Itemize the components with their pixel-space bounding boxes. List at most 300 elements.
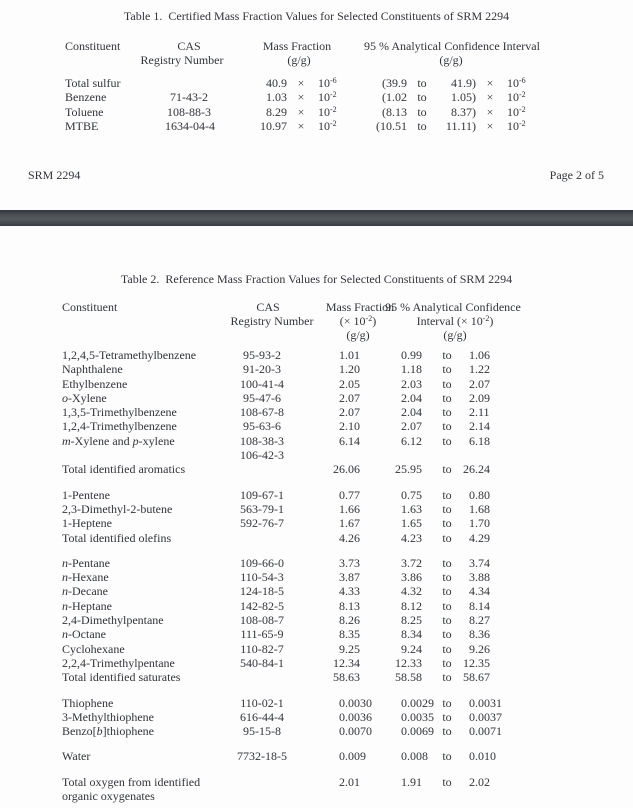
to-label: to: [442, 655, 452, 670]
mass-fraction-frac: .63: [345, 670, 360, 685]
mass-fraction-frac: .67: [345, 516, 360, 531]
to-label: to: [442, 627, 452, 642]
ci-low-cell: (8.13: [382, 104, 407, 119]
cas-cell: 1634-04-4: [165, 118, 215, 133]
ci-high-cell: 8.37): [451, 104, 476, 119]
ci-high-int: 8: [469, 613, 475, 628]
ci-high-int: 4: [469, 584, 475, 599]
cas-cell: 110-82-7: [240, 641, 284, 656]
ci-high-int: 2: [469, 376, 475, 391]
ci-low-frac: .72: [407, 555, 422, 570]
table2-title: Table 2. Reference Mass Fraction Values for Selected Constituents of SRM 2294: [120, 272, 513, 286]
mass-fraction-int: 8: [339, 598, 345, 613]
constituent-cell: MTBE: [65, 118, 99, 133]
ci-low-frac: .04: [407, 390, 422, 405]
power-of-ten: $10^{-2}$: [507, 90, 526, 105]
cas-cell: [234, 670, 290, 684]
ci-low-int: 0: [401, 709, 407, 724]
ci-high-int: 1: [469, 516, 475, 531]
mass-fraction-frac: .77: [345, 487, 360, 502]
cas-cell: 110-54-3: [240, 570, 284, 585]
constituent-cell: n-Octane: [62, 627, 106, 642]
to-label: to: [442, 530, 452, 545]
to-label: to: [442, 774, 452, 789]
ci-low-frac: .23: [407, 530, 422, 545]
ci-low-int: 2: [401, 419, 407, 434]
table2-group: [0, 749, 633, 763]
constituent-cell: Total identified aromatics: [62, 462, 186, 477]
mass-fraction-int: 3: [339, 555, 345, 570]
to-label: to: [417, 90, 427, 105]
table2-body: [0, 348, 633, 803]
mass-fraction-int: 2: [339, 376, 345, 391]
table2-row: [0, 377, 633, 391]
power-of-ten: $10^{-6}$: [507, 76, 526, 90]
mass-fraction-frac: .0036: [345, 709, 372, 724]
mass-fraction-frac: .05: [345, 376, 360, 391]
cas-cell: 109-67-1: [240, 487, 284, 502]
ci-high-frac: .68: [475, 501, 490, 516]
cas-cell: 95-63-6: [243, 419, 281, 434]
ci-low-int: 1: [401, 774, 407, 789]
table1-header-mass-fraction-units: (g/g): [287, 53, 311, 67]
table1-row: [0, 76, 633, 90]
mass-fraction-frac: .73: [345, 555, 360, 570]
table2-header: [0, 300, 633, 342]
ci-high-frac: .88: [475, 570, 490, 585]
page-2-fragment: [0, 0, 633, 210]
ci-low-frac: .99: [407, 348, 422, 362]
times-sign: ×: [297, 118, 305, 133]
ci-high-frac: .11: [475, 405, 490, 420]
table2-group: [0, 556, 633, 685]
ci-high-int: 8: [469, 598, 475, 613]
cas-cell: 592-76-7: [240, 516, 284, 531]
ci-low-frac: .03: [407, 376, 422, 391]
mass-fraction-int: 0: [339, 749, 345, 764]
mass-fraction-frac: .26: [345, 613, 360, 628]
to-label: to: [442, 516, 452, 531]
ci-high-int: 6: [469, 433, 475, 448]
mass-fraction-int: 1: [339, 362, 345, 377]
table2-row: [0, 570, 633, 584]
cas-cell: 109-66-0: [240, 555, 284, 570]
mass-fraction-frac: .10: [345, 419, 360, 434]
to-label: to: [442, 376, 452, 391]
mass-fraction-int: 4: [339, 530, 345, 545]
footer-page-number: Page 2 of 5: [549, 168, 604, 182]
table2-group: [0, 348, 633, 477]
ci-high-int: 2: [469, 419, 475, 434]
mass-fraction-frac: .0030: [345, 695, 372, 710]
to-label: to: [442, 405, 452, 420]
to-label: to: [442, 670, 452, 685]
cas-cell: 142-82-5: [240, 598, 284, 613]
times-sign: ×: [486, 76, 494, 90]
mass-fraction-int: 1: [339, 501, 345, 516]
mass-fraction-frac: .07: [345, 390, 360, 405]
constituent-cell: Cyclohexane: [62, 641, 125, 656]
ci-high-cell: 41.9): [451, 76, 476, 90]
ci-low-frac: .91: [407, 774, 422, 789]
power-of-ten: $10^{-2}$: [318, 118, 337, 133]
cas-cell: [234, 775, 290, 804]
constituent-cell: 2,4-Dimethylpentane: [62, 613, 164, 628]
ci-low-cell: (10.51: [376, 118, 407, 133]
cas-cell: [234, 531, 290, 545]
ci-low-frac: .25: [407, 613, 422, 628]
ci-high-int: 0: [469, 749, 475, 764]
ci-low-frac: .0069: [407, 724, 434, 739]
table1-header-confidence-interval-units: (g/g): [439, 53, 463, 67]
constituent-cell: 2,2,4-Trimethylpentane: [62, 655, 175, 670]
ci-low-int: 0: [401, 487, 407, 502]
table1-row: [0, 119, 633, 133]
to-label: to: [442, 487, 452, 502]
table2-row: [0, 710, 633, 724]
ci-high-frac: .70: [475, 516, 490, 531]
mass-fraction-int: 0: [339, 709, 345, 724]
to-label: to: [417, 104, 427, 119]
constituent-cell: Benzo[b]thiophene: [62, 724, 154, 739]
ci-low-frac: .12: [407, 598, 422, 613]
table2-row: [0, 391, 633, 405]
ci-high-frac: .24: [475, 462, 490, 477]
ci-low-frac: .18: [407, 362, 422, 377]
ci-low-int: 1: [401, 501, 407, 516]
ci-high-frac: .14: [475, 419, 490, 434]
mass-fraction-int: 1: [339, 348, 345, 362]
to-label: to: [442, 462, 452, 477]
mass-fraction-value: 10.97: [260, 118, 287, 133]
ci-low-frac: .95: [407, 462, 422, 477]
ci-high-frac: .27: [475, 613, 490, 628]
mass-fraction-int: 2: [339, 774, 345, 789]
ci-high-frac: .07: [475, 376, 490, 391]
ci-high-int: 0: [469, 487, 475, 502]
mass-fraction-frac: .26: [345, 530, 360, 545]
to-label: to: [442, 433, 452, 448]
cas-cell: 95-47-6: [243, 390, 281, 405]
table1-row: [0, 90, 633, 104]
table2-row: [0, 462, 633, 476]
cas-cell: 95-93-2: [243, 348, 281, 362]
mass-fraction-frac: .06: [345, 462, 360, 477]
to-label: to: [442, 641, 452, 656]
cas-cell: 108-67-8: [240, 405, 284, 420]
ci-high-frac: .02: [475, 774, 490, 789]
ci-low-frac: .86: [407, 570, 422, 585]
cas-cell: 563-79-1: [240, 501, 284, 516]
cas-cell: 111-65-9: [240, 627, 284, 642]
table2-header-constituent: Constituent: [62, 300, 118, 314]
mass-fraction-frac: .34: [345, 655, 360, 670]
mass-fraction-int: 0: [339, 695, 345, 710]
ci-low-int: 9: [401, 641, 407, 656]
cas-cell: 540-84-1: [240, 655, 284, 670]
ci-high-frac: .35: [475, 655, 490, 670]
cas-cell: 110-02-1: [240, 695, 284, 710]
cas-cell: 95-15-8: [243, 724, 281, 739]
ci-high-frac: .010: [475, 749, 496, 764]
to-label: to: [442, 501, 452, 516]
page-3-fragment: [0, 226, 633, 803]
times-sign: ×: [297, 90, 305, 105]
constituent-cell: Total identified olefins: [62, 530, 172, 545]
power-of-ten: $10^{-2}$: [318, 104, 337, 119]
cas-cell: 7732-18-5: [237, 749, 287, 764]
table2-row: [0, 556, 633, 570]
ci-low-int: 0: [401, 749, 407, 764]
to-label: to: [417, 76, 427, 90]
table2-row: [0, 642, 633, 656]
mass-fraction-frac: .66: [345, 501, 360, 516]
mass-fraction-int: 2: [339, 405, 345, 420]
cas-cell: 71-43-2: [170, 90, 208, 105]
cas-cell: 100-41-4: [240, 376, 284, 391]
ci-low-frac: .34: [407, 627, 422, 642]
mass-fraction-frac: .009: [345, 749, 366, 764]
mass-fraction-frac: .35: [345, 627, 360, 642]
table2-row: [0, 775, 633, 804]
ci-high-frac: .80: [475, 487, 490, 502]
mass-fraction-int: 58: [333, 670, 345, 685]
table2-header-mass-fraction: Mass Fraction: [325, 300, 395, 314]
ci-low-frac: .008: [407, 749, 428, 764]
table2-header-registry-number: Registry Number: [230, 314, 314, 328]
ci-high-frac: .26: [475, 641, 490, 656]
ci-low-int: 12: [395, 655, 407, 670]
page-break-separator: [0, 210, 633, 226]
ci-low-frac: .0029: [407, 695, 434, 710]
table2-row: [0, 531, 633, 545]
constituent-cell: m-Xylene and p-xylene: [62, 433, 175, 448]
ci-high-int: 2: [469, 774, 475, 789]
ci-low-int: 8: [401, 598, 407, 613]
ci-high-frac: .18: [475, 433, 490, 448]
to-label: to: [442, 709, 452, 724]
constituent-cell: Total identified saturates: [62, 670, 181, 685]
ci-high-int: 0: [469, 724, 475, 739]
mass-fraction-frac: .01: [345, 348, 360, 362]
cas-cell: 108-38-3 106-42-3: [240, 433, 284, 463]
table2-header-confidence-interval-units: (g/g): [443, 328, 467, 342]
ci-low-int: 0: [401, 724, 407, 739]
mass-fraction-frac: .20: [345, 362, 360, 377]
table2-row: [0, 670, 633, 684]
constituent-cell: 1,2,4-Trimethylbenzene: [62, 419, 177, 434]
table1-header-constituent: Constituent: [65, 39, 121, 53]
ci-low-int: 0: [401, 348, 407, 362]
mass-fraction-frac: .33: [345, 584, 360, 599]
constituent-cell: o-Xylene: [62, 390, 107, 405]
mass-fraction-value: 1.03: [266, 90, 287, 105]
table2-row: [0, 488, 633, 502]
ci-low-frac: .58: [407, 670, 422, 685]
ci-high-int: 2: [469, 405, 475, 420]
ci-low-frac: .04: [407, 405, 422, 420]
ci-high-int: 2: [469, 390, 475, 405]
ci-high-frac: .22: [475, 362, 490, 377]
ci-high-frac: .14: [475, 598, 490, 613]
mass-fraction-frac: .13: [345, 598, 360, 613]
ci-low-int: 0: [401, 695, 407, 710]
constituent-cell: Water: [62, 749, 91, 764]
ci-low-frac: .07: [407, 419, 422, 434]
constituent-cell: 1,2,4,5-Tetramethylbenzene: [62, 348, 197, 362]
ci-high-cell: 1.05): [451, 90, 476, 105]
ci-high-frac: .29: [475, 530, 490, 545]
table2-row: [0, 348, 633, 362]
ci-high-frac: .74: [475, 555, 490, 570]
mass-fraction-frac: .01: [345, 774, 360, 789]
table2-row: [0, 419, 633, 433]
mass-fraction-int: 26: [333, 462, 345, 477]
page2-footer: [28, 168, 604, 183]
ci-low-int: 6: [401, 433, 407, 448]
table1-row: [0, 105, 633, 119]
table1-header-cas: CAS: [177, 39, 201, 53]
ci-high-int: 9: [469, 641, 475, 656]
ci-low-cell: (1.02: [382, 90, 407, 105]
ci-high-int: 1: [469, 501, 475, 516]
power-of-ten: $10^{-2}$: [318, 90, 337, 105]
table2-row: [0, 434, 633, 463]
table2-group: [0, 775, 633, 804]
ci-high-frac: .0037: [475, 709, 502, 724]
ci-high-int: 3: [469, 555, 475, 570]
times-sign: ×: [486, 104, 494, 119]
table2-header-confidence-interval-scale: Interval (× $10^{-2}$): [416, 314, 494, 328]
table2-group: [0, 488, 633, 545]
ci-low-frac: .75: [407, 487, 422, 502]
ci-high-int: 0: [469, 709, 475, 724]
to-label: to: [442, 348, 452, 362]
cas-cell: [234, 462, 290, 476]
table2-row: [0, 502, 633, 516]
to-label: to: [442, 570, 452, 585]
constituent-cell: n-Hexane: [62, 570, 109, 585]
power-of-ten: $10^{-2}$: [507, 118, 526, 133]
mass-fraction-int: 8: [339, 627, 345, 642]
table2-row: [0, 599, 633, 613]
mass-fraction-frac: .07: [345, 405, 360, 420]
mass-fraction-int: 6: [339, 433, 345, 448]
ci-low-frac: .24: [407, 641, 422, 656]
ci-low-frac: .0035: [407, 709, 434, 724]
times-sign: ×: [297, 76, 305, 90]
times-sign: ×: [486, 118, 494, 133]
constituent-cell: n-Pentane: [62, 555, 110, 570]
to-label: to: [442, 362, 452, 377]
to-label: to: [442, 749, 452, 764]
ci-low-int: 1: [401, 516, 407, 531]
to-label: to: [442, 555, 452, 570]
ci-low-int: 58: [395, 670, 407, 685]
ci-high-frac: .34: [475, 584, 490, 599]
footer-srm-label: SRM 2294: [28, 168, 81, 182]
power-of-ten: $10^{-2}$: [507, 104, 526, 119]
mass-fraction-int: 1: [339, 516, 345, 531]
mass-fraction-int: 2: [339, 419, 345, 434]
cas-cell: 91-20-3: [243, 362, 281, 377]
mass-fraction-value: 40.9: [266, 76, 287, 90]
to-label: to: [442, 613, 452, 628]
table1-title: Table 1. Certified Mass Fraction Values for Selected Constituents of SRM 2294: [123, 9, 510, 23]
mass-fraction-int: 12: [333, 655, 345, 670]
ci-low-int: 2: [401, 405, 407, 420]
table2-header-confidence-interval: 95 % Analytical Confidence: [385, 300, 521, 314]
to-label: to: [442, 419, 452, 434]
table2-row: [0, 656, 633, 670]
table2-header-mass-fraction-units: (g/g): [346, 328, 370, 342]
ci-high-frac: .0031: [475, 695, 502, 710]
to-label: to: [442, 390, 452, 405]
cas-cell: 124-18-5: [240, 584, 284, 599]
mass-fraction-int: 0: [339, 724, 345, 739]
ci-high-int: 58: [463, 670, 475, 685]
constituent-cell: n-Heptane: [62, 598, 112, 613]
ci-high-int: 12: [463, 655, 475, 670]
constituent-cell: 3-Methylthiophene: [62, 709, 154, 724]
mass-fraction-int: 0: [339, 487, 345, 502]
ci-low-int: 3: [401, 570, 407, 585]
table2-row: [0, 516, 633, 530]
ci-high-int: 3: [469, 570, 475, 585]
mass-fraction-int: 9: [339, 641, 345, 656]
ci-low-int: 25: [395, 462, 407, 477]
cas-cell: 108-88-3: [167, 104, 211, 119]
constituent-cell: Total sulfur: [65, 76, 121, 90]
ci-low-cell: (39.9: [382, 76, 407, 90]
mass-fraction-value: 8.29: [266, 104, 287, 119]
constituent-cell: Naphthalene: [62, 362, 123, 377]
ci-high-int: 4: [469, 530, 475, 545]
constituent-cell: 1-Heptene: [62, 516, 112, 531]
table2-row: [0, 627, 633, 641]
ci-low-frac: .32: [407, 584, 422, 599]
table2-row: [0, 724, 633, 738]
times-sign: ×: [486, 90, 494, 105]
constituent-cell: Benzene: [65, 90, 107, 105]
table2-header-mass-fraction-scale: (× $10^{-2}$): [339, 314, 377, 328]
table2-row: [0, 749, 633, 763]
to-label: to: [442, 695, 452, 710]
ci-low-frac: .65: [407, 516, 422, 531]
cas-cell: 108-08-7: [240, 613, 284, 628]
ci-low-int: 8: [401, 627, 407, 642]
to-label: to: [442, 724, 452, 739]
ci-high-frac: .09: [475, 390, 490, 405]
ci-low-int: 4: [401, 530, 407, 545]
ci-high-int: 0: [469, 695, 475, 710]
ci-high-frac: .06: [475, 348, 490, 362]
to-label: to: [442, 598, 452, 613]
table1-header: [0, 39, 633, 69]
table2-row: [0, 613, 633, 627]
constituent-cell: n-Decane: [62, 584, 108, 599]
ci-high-int: 26: [463, 462, 475, 477]
constituent-cell: 1-Pentene: [62, 487, 110, 502]
constituent-cell: Thiophene: [62, 695, 114, 710]
table1-header-confidence-interval: 95 % Analytical Confidence Interval: [364, 39, 540, 53]
ci-low-int: 1: [401, 362, 407, 377]
mass-fraction-int: 3: [339, 570, 345, 585]
table1-rows: [0, 76, 633, 133]
table2-group: [0, 696, 633, 739]
ci-high-int: 1: [469, 362, 475, 377]
ci-high-frac: .67: [475, 670, 490, 685]
